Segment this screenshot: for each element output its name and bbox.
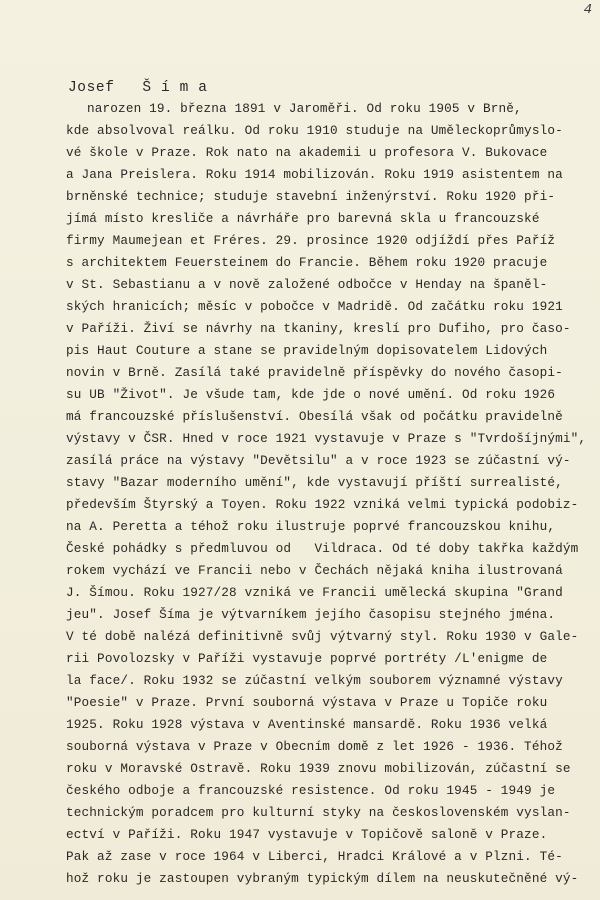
text-line: výstavy v ČSR. Hned v roce 1921 vystavuje v Praze s "Tvrdošíjnými", [66, 431, 587, 446]
text-line: rokem vychází ve Francii nebo v Čechách nějaká kniha ilustrovaná [66, 563, 563, 578]
text-line: v St. Sebastianu a v nově založené odbočce v Henday na španěl- [66, 277, 548, 292]
text-line: 1925. Roku 1928 výstava v Aventinské mansardě. Roku 1936 velká [66, 717, 548, 732]
text-line: v Paříži. Živí se návrhy na tkaniny, kreslí pro Dufiho, pro časo- [66, 321, 571, 336]
text-line: brněnské technice; studuje stavební inženýrství. Roku 1920 při- [66, 189, 556, 204]
text-line: su UB "Život". Je všude tam, kde jde o nové umění. Od roku 1926 [66, 387, 556, 402]
text-line: pis Haut Couture a stane se pravidelným dopisovatelem Lidových [66, 343, 548, 358]
text-line: souborná výstava v Praze v Obecním domě z let 1926 - 1936. Téhož [66, 739, 563, 754]
text-line: vé škole v Praze. Rok nato na akademii u profesora V. Bukovace [66, 145, 548, 160]
text-line: na A. Peretta a téhož roku ilustruje poprvé francouzskou knihu, [66, 519, 556, 534]
text-line: novin v Brně. Zasílá také pravidelně příspěvky do nového časopi- [66, 365, 563, 380]
author-heading: Josef Š í m a [68, 80, 208, 96]
text-line: hož roku je zastoupen vybraným typickým dílem na neuskutečněné vý- [66, 871, 579, 886]
text-line: ectví v Paříži. Roku 1947 vystavuje v Topičově saloně v Praze. [66, 827, 548, 842]
text-line: "Poesie" v Praze. První souborná výstava v Praze u Topiče roku [66, 695, 548, 710]
text-line: zasílá práce na výstavy "Devětsilu" a v roce 1923 se zúčastní vý- [66, 453, 571, 468]
text-line: Pak až zase v roce 1964 v Liberci, Hradci Králové a v Plzni. Té- [66, 849, 563, 864]
text-line: technickým poradcem pro kulturní styky na československém vyslan- [66, 805, 571, 820]
text-line: jímá místo kresliče a návrháře pro barevná skla u francouzské [66, 211, 540, 226]
text-line: České pohádky s předmluvou od Vildraca. Od té doby takřka každým [66, 541, 579, 556]
text-line: firmy Maumejean et Fréres. 29. prosince 1920 odjíždí přes Paříž [66, 233, 556, 248]
page-number: 4 [583, 2, 592, 18]
text-line: především Štyrský a Toyen. Roku 1922 vzniká velmi typická podobiz- [66, 497, 579, 512]
text-line: českého odboje a francouzské resistence. Od roku 1945 - 1949 je [66, 783, 556, 798]
text-line: ských hranicích; měsíc v pobočce v Madridě. Od začátku roku 1921 [66, 299, 563, 314]
text-line: J. Šímou. Roku 1927/28 vzniká ve Francii umělecká skupina "Grand [66, 585, 563, 600]
text-line: kde absolvoval reálku. Od roku 1910 studuje na Uměleckoprůmyslo- [66, 123, 563, 138]
text-line: jeu". Josef Šíma je výtvarníkem jejího časopisu stejného jména. [66, 607, 556, 622]
text-line: a Jana Preislera. Roku 1914 mobilizován. Roku 1919 asistentem na [66, 167, 563, 182]
text-line: roku v Moravské Ostravě. Roku 1939 znovu mobilizován, zúčastní se [66, 761, 571, 776]
text-line: má francouzské příslušenství. Obesílá však od počátku pravidelně [66, 409, 563, 424]
text-line: narozen 19. března 1891 v Jaroměři. Od roku 1905 v Brně, [87, 101, 522, 116]
text-line: s architektem Feuersteinem do Francie. Během roku 1920 pracuje [66, 255, 548, 270]
text-line: V té době nalézá definitivně svůj výtvarný styl. Roku 1930 v Gale- [66, 629, 579, 644]
text-line: stavy "Bazar moderního umění", kde vystavují příští surrealisté, [66, 475, 563, 490]
text-line: rii Povolozsky v Paříži vystavuje poprvé portréty /L'enigme de [66, 651, 548, 666]
text-line: la face/. Roku 1932 se zúčastní velkým souborem významné výstavy [66, 673, 563, 688]
